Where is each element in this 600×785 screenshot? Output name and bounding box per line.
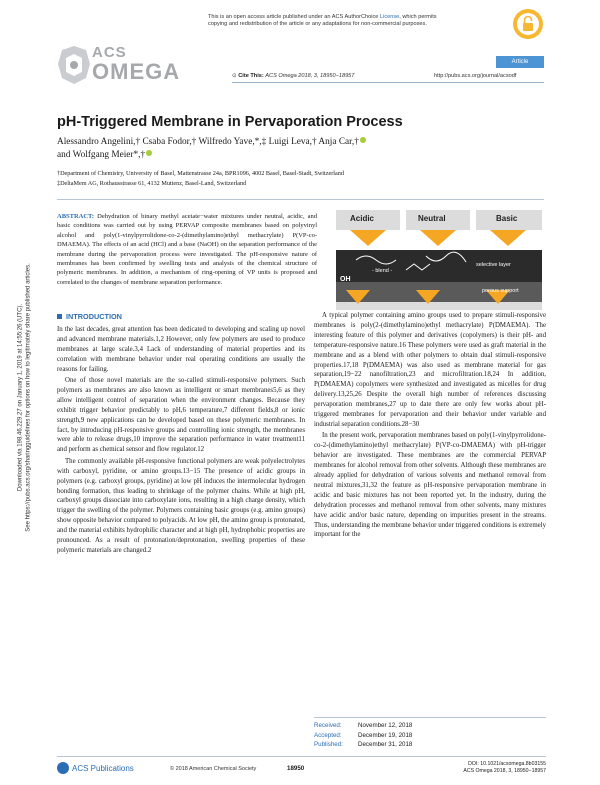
abstract-text: Dehydration of binary methyl acetate−water mixtures under neutral, acidic, and basic conditions was carried out by using PERVAP composite membranes based on polyvinyl alcohol and poly(1-vinylpyrrolidone-co-2-(dimethylamino)ethyl methacrylate) P(VP-co-DMAEMA). The effects of an acid (HCl) and a base (NaOH) on the separation performance of the membrane during the pervaporation process were investigated. The pH-responsive nature of membranes has been confirmed by swelling tests and analysis of the chemical structure of polymeric membranes. In addition, a mechanism of ring-opening of VP units is proposed and correlated to the changes of membrane separation performance. [57, 213, 317, 286]
affiliations [57, 169, 527, 188]
affiliation-divider [57, 199, 544, 200]
side-note-line1: Downloaded via 198.46.229.27 on January 1, 2019 at 14:55:26 (UTC). [17, 303, 24, 492]
toc-graphic [336, 210, 542, 310]
open-access-badge-icon [512, 8, 544, 40]
doi-block [460, 761, 546, 775]
published-row [314, 740, 412, 750]
accepted-row [314, 731, 412, 741]
acs-publications-icon [57, 762, 69, 774]
toc-selective-label: selective layer [476, 262, 511, 268]
publisher-name: ACS Publications [72, 764, 134, 773]
toc-acidic-label: Acidic [350, 214, 375, 223]
accepted-label: Accepted: [314, 731, 342, 739]
cite-label: Cite This: [238, 73, 264, 79]
paragraph: A typical polymer containing amino groups used to prepare stimuli-responsive membranes is poly(2-(dimethylamino)ethyl methacrylate) P(DMAEMA). The interesting feature of this polymer and derivatives (copolymers) is their pH- and temperature-responsive nature.16 These polymers were used as graft material in the membrane and as a blend with other polymers to obtain dual stimuli-responsive properties.17,18 P(DMAEMA) was also used as membrane material for gas separation,19−22 nanofiltration,23 and microfiltration.18,24 In addition, P(DMAEMA) copolymers were synthesized and investigated as micelles for drug delivery.13,25,26 Despite the overall high number of references discussing pervaporation membranes,27 up to date there are only few works about pH-triggered membranes for pervaporation and their behavior under variable and industrial separation conditions.28−30 [314, 312, 546, 428]
toc-porous-label: porous support [482, 288, 519, 294]
orcid-icon[interactable] [360, 137, 366, 143]
cite-icon: ⊙ [232, 73, 239, 79]
paragraph: The commonly available pH-responsive functional polymers are weak polyelectrolytes with carboxyl, pyridine, or amino groups.13−15 The presence of acidic groups in polymers (e.g. carboxyl groups, pyridine) at low pH induces the intermolecular hydrogen bonding formation, thus leading to shrinkage of the polymer chains. While at high pH, carboxyl groups dissociate into carboxylate ions, resulting in a high charge density, which trigger the swelling of the polymer. Polymers containing basic groups (e.g. amino groups) show opposite behavior compared to polyacids. At low pH, the amino group is protonated, and the material exhibits hydrophilic character and at high pH, hydrophobic properties are pronounced. As a result of protonation/deprotonation, swelling properties of these polymeric materials are changed.2 [57, 457, 305, 554]
body-right-column [314, 311, 546, 542]
received-label: Received: [314, 722, 342, 729]
footer-divider [57, 756, 546, 757]
section-square-icon [57, 314, 62, 319]
toc-basic-label: Basic [496, 214, 518, 223]
received-value: November 12, 2018 [358, 722, 413, 729]
abstract-label: ABSTRACT: [57, 213, 95, 220]
side-note-line2[interactable]: See https://pubs.acs.org/sharingguidelines for options on how to legitimately share published articles. [25, 263, 31, 532]
toc-illustration [336, 210, 542, 310]
published-value: December 31, 2018 [358, 741, 413, 749]
authors-line2: and Wolfgang Meier*,† [57, 150, 146, 160]
received-row [314, 721, 412, 731]
paragraph: In the last decades, great attention has been dedicated to developing and scaling up novel and advanced membrane materials.1,2 However, only few polymers are used to produce membranes at large scale.3,4 Lack of understanding of material properties and its correlation with membrane behavior under real operating conditions are usually the reasons for failing. [57, 326, 305, 373]
notice-line1-suffix: , which permits [399, 14, 437, 20]
license-link[interactable]: License [379, 14, 400, 20]
page-number: 18950 [287, 765, 305, 772]
article-title: pH-Triggered Membrane in Pervaporation Process [57, 114, 403, 130]
logo-acs-text: ACS [92, 44, 127, 61]
author-list [57, 136, 457, 162]
article-type-tab: Article [496, 56, 544, 68]
journal-url[interactable]: http://pubs.acs.org/journal/acsodf [434, 73, 517, 79]
journal-logo [58, 44, 188, 92]
notice-line1-prefix: This is an open access article published under an ACS AuthorChoice [208, 14, 379, 20]
copyright: © 2018 American Chemical Society [170, 766, 257, 772]
section-heading [57, 312, 122, 321]
notice-line2: copying and redistribution of the article or any adaptations for non-commercial purposes. [208, 21, 427, 27]
toc-neutral-label: Neutral [418, 214, 446, 223]
published-label: Published: [314, 741, 343, 749]
acs-omega-mark-icon [58, 46, 90, 86]
license-notice [208, 14, 508, 28]
download-side-note [18, 188, 33, 608]
header-divider [232, 82, 544, 83]
acs-publications-logo[interactable] [57, 762, 134, 774]
cite-value[interactable]: ACS Omega 2018, 3, 18950−18957 [265, 73, 355, 79]
paragraph: One of those novel materials are the so-called stimuli-responsive polymers. Such polymers as membranes are also known as intelligent or smart membranes5,6 as they allow intelligent control of separation when the environment changes. Because they exhibit trigger behavior predictably to pH,6 temperature,7 different fields,8 or ionic strength,9 new applications can be developed based on these polymeric membranes. In fact, by introducing pH-responsive groups and controlling ionic strength, the membranes were able to release drugs,10 improve the separation performance in water treatment11 and perform as chemical sensor and flow regulator.12 [57, 377, 305, 454]
abstract [57, 212, 317, 287]
body-left-column [57, 325, 305, 557]
dates-divider [314, 717, 546, 718]
authors-line1: Alessandro Angelini,† Csaba Fodor,† Wilfredo Yave,*,‡ Luigi Leva,† Anja Car,† [57, 137, 359, 147]
accepted-value: December 19, 2018 [358, 731, 413, 739]
cite-line [232, 73, 517, 79]
publication-dates [314, 721, 412, 750]
toc-blend-label: - blend - [372, 268, 393, 274]
logo-omega-text: OMEGA [92, 59, 181, 84]
toc-oh-label: OH [340, 276, 351, 283]
affiliation-1: †Department of Chemistry, University of Basel, Mattenstrasse 24a, BPR1096, 4002 Basel, Basel-Stadt, Switzerland [57, 170, 344, 177]
doi-link[interactable]: DOI: 10.1021/acsomega.8b03155 [468, 761, 546, 767]
affiliation-2: ‡DeltaMem AG, Rothausstrasse 61, 4132 Muttenz, Basel-Land, Switzerland [57, 179, 247, 187]
paragraph: In the present work, pervaporation membranes based on poly(1-vinylpyrrolidone-co-2-(dimethylamino)ethyl methacrylate) P(VP-co-DMAEMA) with pH-trigger behavior are investigated. These membranes are the commercial PERVAP membranes for alcohol removal from other solvents. Although these membranes are already applied for dehydration of various solvents and methanol removal from neutral mixtures,31,32 the feature as pH-responsive pervaporation membrane in acidic and basic mixtures has not been reported yet. In the industry, during the dehydration processes and methanol removal from other solvents, many mixtures have acidic and/or basic nature, depending on impurities present in the streams. Thus, understanding the membrane behavior under triggered conditions is extremely important for the [314, 432, 546, 539]
journal-reference: ACS Omega 2018, 3, 18950−18957 [463, 768, 546, 774]
section-heading-text: INTRODUCTION [66, 312, 122, 321]
orcid-icon[interactable] [146, 150, 152, 156]
